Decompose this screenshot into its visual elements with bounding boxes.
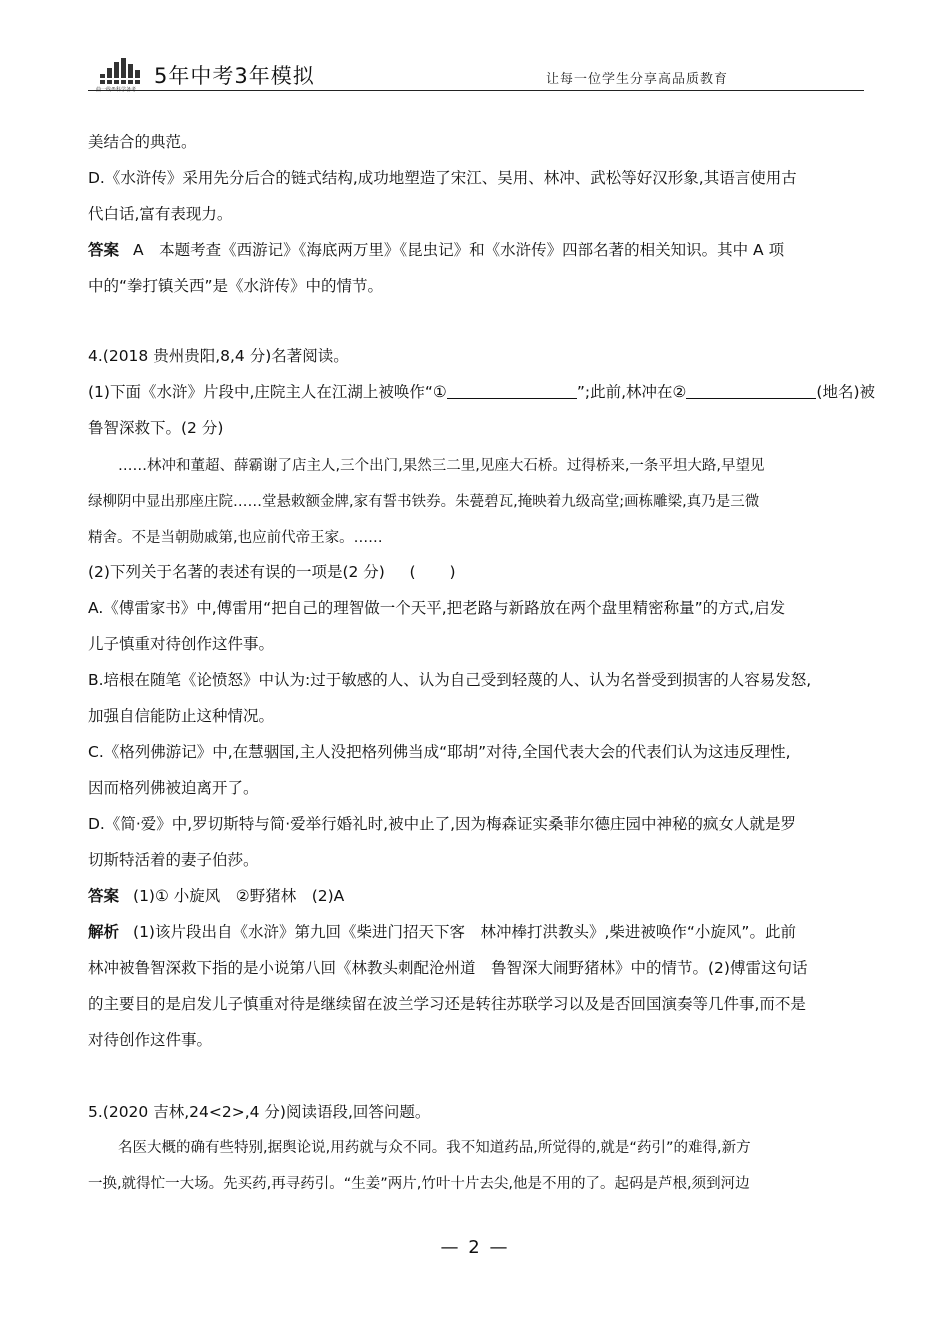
answer-label: 答案: [88, 241, 120, 259]
answer-q3: [88, 240, 868, 260]
option-a: A.《傅雷家书》中,傅雷用“把自己的理智做一个天平,把老路与新路放在两个盘里精密称量”的方式,启发: [88, 599, 786, 617]
page-number: — 2 —: [440, 1237, 510, 1258]
option-b: B.培根在随笔《论愤怒》中认为:过于敏感的人、认为自己受到轻蔑的人、认为名誉受到损害的人容易发怒,: [88, 671, 812, 689]
option-b-cont: 加强自信能防止这种情况。: [88, 707, 275, 725]
excerpt-line: ……林冲和董超、薛霸谢了店主人,三个出门,果然三二里,见座大石桥。过得桥来,一条平坦大路,早望见: [118, 458, 765, 474]
answer-q4: [88, 886, 868, 906]
question-4-part-1: [88, 382, 875, 402]
answer-paren-right: ): [449, 563, 456, 581]
option-c-cont: 因而格列佛被迫离开了。: [88, 779, 259, 797]
analysis-q4: [88, 922, 868, 942]
logo-subtext: 曲一线®科学备考: [96, 87, 137, 93]
analysis-text: (1)该片段出自《水浒》第九回《柴进门招天下客 林冲棒打洪教头》,柴进被唤作“小旋风”。此前: [133, 923, 796, 941]
answer-paren-left: (: [409, 563, 416, 581]
header-divider: [88, 90, 864, 91]
text-line: 代白话,富有表现力。: [88, 205, 233, 223]
text-segment: (1)下面《水浒》片段中,庄院主人在江湖上被唤作“①: [88, 383, 447, 401]
passage-line: 一换,就得忙一大场。先买药,再寻药引。“生姜”两片,竹叶十片去尖,他是不用的了。起码是芦根,须到河边: [88, 1176, 750, 1192]
analysis-label: 解析: [88, 923, 120, 941]
header-slogan: 让每一位学生分享高品质教育: [545, 72, 728, 87]
page-header: [88, 52, 864, 94]
question-4-title: 4.(2018 贵州贵阳,8,4 分)名著阅读。: [88, 347, 349, 365]
answer-text: (1)① 小旋风 ②野猪林 (2)A: [133, 887, 345, 905]
option-d: D.《简·爱》中,罗切斯特与简·爱举行婚礼时,被中止了,因为梅森证实桑菲尔德庄园中神秘的疯女人就是罗: [88, 815, 797, 833]
analysis-line: 林冲被鲁智深救下指的是小说第八回《林教头刺配沧州道 鲁智深大闹野猪林》中的情节。(2)傅雷这句话: [88, 959, 808, 977]
answer-label: 答案: [88, 887, 120, 905]
analysis-line: 的主要目的是启发儿子慎重对待是继续留在波兰学习还是转往苏联学习以及是否回国演奏等几件事,而不是: [88, 995, 806, 1013]
excerpt-line: 精舍。不是当朝勋戚第,也应前代帝王家。……: [88, 530, 383, 546]
book-series-title: 5年中考3年模拟: [154, 64, 315, 88]
text-segment: (地名)被: [816, 383, 875, 401]
answer-text: A 本题考查《西游记》《海底两万里》《昆虫记》和《水浒传》四部名著的相关知识。其中 A 项: [133, 241, 785, 259]
question-4-part-2: [88, 562, 868, 582]
text-line: 鲁智深救下。(2 分): [88, 419, 224, 437]
option-d-cont: 切斯特活着的妻子伯莎。: [88, 851, 259, 869]
excerpt-line: 绿柳阴中显出那座庄院……堂悬敕额金牌,家有誓书铁券。朱甍碧瓦,掩映着九级高堂;画栋雕梁,真乃是三微: [88, 494, 760, 510]
publisher-logo-icon: [98, 56, 144, 86]
option-d-line: D.《水浒传》采用先分后合的链式结构,成功地塑造了宋江、吴用、林冲、武松等好汉形象,其语言使用古: [88, 169, 797, 187]
text-line: 美结合的典范。: [88, 133, 197, 151]
answer-blank-2: [686, 384, 816, 399]
option-a-cont: 儿子慎重对待创作这件事。: [88, 635, 275, 653]
text-segment: ”;此前,林冲在②: [576, 383, 687, 401]
passage-line: 名医大概的确有些特别,据舆论说,用药就与众不同。我不知道药品,所觉得的,就是“药引”的难得,新方: [118, 1140, 751, 1156]
answer-blank-1: [447, 384, 577, 399]
question-5-title: 5.(2020 吉林,24<2>,4 分)阅读语段,回答问题。: [88, 1103, 431, 1121]
text-segment: (2)下列关于名著的表述有误的一项是(2 分): [88, 563, 385, 581]
option-c: C.《格列佛游记》中,在慧骃国,主人没把格列佛当成“耶胡”对待,全国代表大会的代表们认为这违反理性,: [88, 743, 791, 761]
analysis-line: 对待创作这件事。: [88, 1031, 213, 1049]
text-line: 中的“拳打镇关西”是《水浒传》中的情节。: [88, 277, 384, 295]
